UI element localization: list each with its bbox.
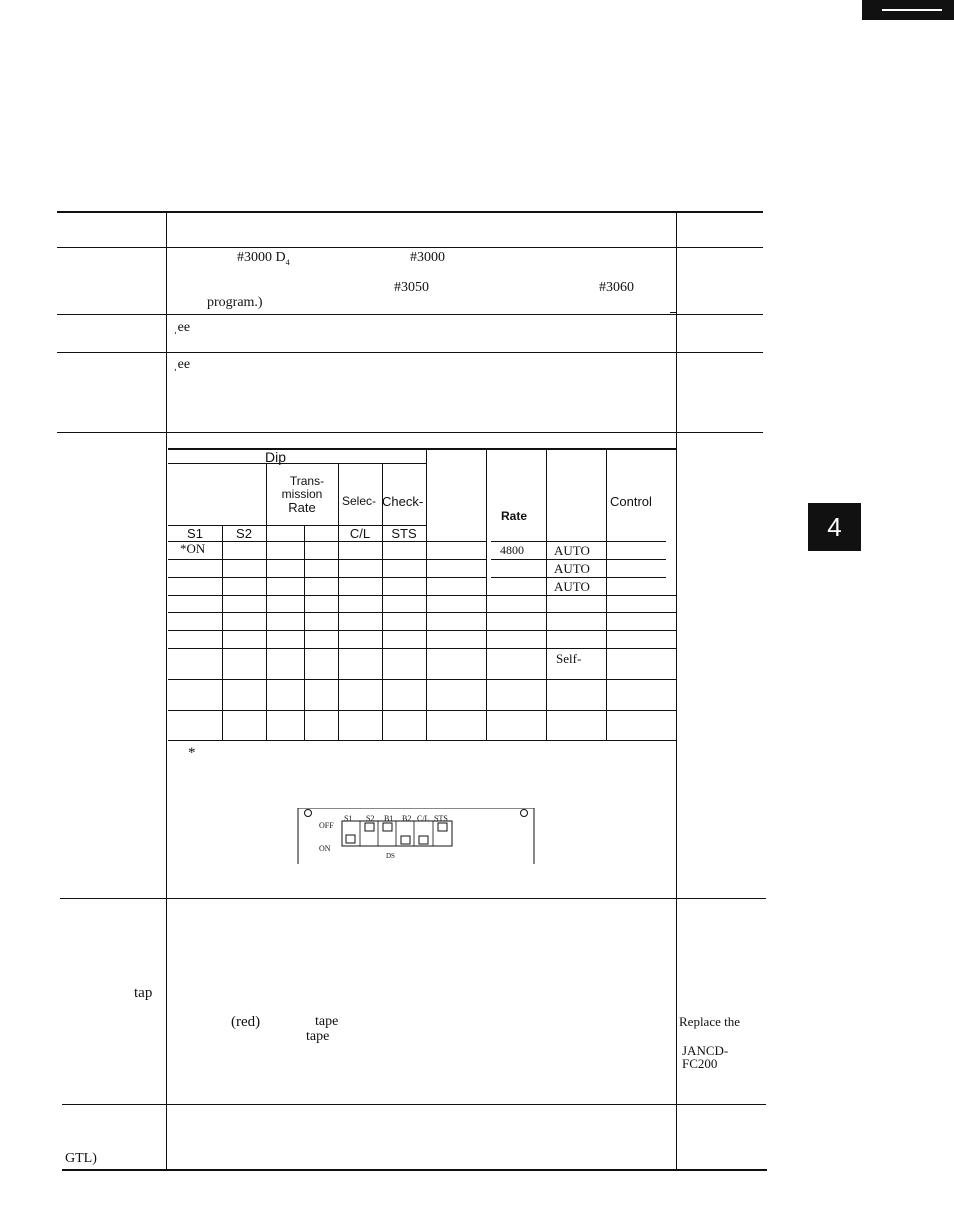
row-divider-3 — [57, 352, 763, 353]
dip-row-line-1 — [168, 559, 427, 560]
param-3050: #3050 — [394, 280, 429, 295]
dip-row-line-2b — [427, 577, 487, 578]
board-on-label: ON — [319, 844, 331, 853]
dip-row-line-3 — [168, 595, 676, 596]
cell-self: Self- — [556, 651, 582, 666]
tape-label: tap — [134, 985, 153, 1001]
dip-row-line-2c — [491, 577, 666, 578]
cell-auto-3: AUTO — [554, 579, 590, 594]
header-trans-3: Rate — [288, 500, 316, 515]
board-label-ds: DS — [386, 852, 395, 860]
row-divider-4 — [57, 432, 763, 433]
row-divider-1 — [57, 247, 763, 248]
switch-label-s2: S2 — [236, 526, 252, 541]
dip-table-top — [168, 448, 676, 450]
column-divider-left — [166, 211, 167, 1170]
replace-text: Replace the — [679, 1014, 740, 1029]
switch-label-s1: S1 — [187, 526, 203, 541]
cell-s1-on: *ON — [180, 541, 206, 556]
param-3000d-text: #3000 D — [237, 250, 286, 265]
dip-switch-board-diagram — [297, 808, 535, 864]
dip-row-line-1b — [427, 559, 487, 560]
cell-auto-2: AUTO — [554, 561, 590, 576]
dip-col-line-rate — [486, 448, 487, 740]
see-text-2: ˌee — [173, 357, 191, 372]
see-text-1: ˌee — [173, 320, 191, 335]
param-3000d — [237, 250, 290, 267]
dip-row-line-6 — [168, 648, 676, 649]
dip-row-line-1c — [491, 559, 666, 560]
dip-col-line-selec — [338, 463, 339, 740]
switch-label-sts: STS — [391, 526, 417, 541]
header-control: Control — [610, 494, 652, 509]
switch-b2-knob — [401, 836, 410, 844]
dip-row-line-2 — [168, 577, 427, 578]
header-trans-2: mission — [281, 487, 323, 501]
dip-col-line-trans — [266, 463, 267, 740]
tape-label-2: tape — [315, 1014, 339, 1029]
footnote-star: * — [188, 745, 196, 761]
gtl-label: GTL) — [65, 1151, 97, 1166]
param-subscript: 4 — [285, 257, 290, 267]
board-label-b2: B2 — [402, 814, 412, 823]
board-label-s1: S1 — [344, 814, 353, 823]
table-top-border — [57, 211, 763, 213]
dip-table-bottom — [168, 740, 676, 741]
dip-row-line-5 — [168, 630, 676, 631]
dip-body-top-right — [491, 541, 666, 542]
table-bottom-border — [62, 1169, 767, 1171]
dip-row-line-7 — [168, 679, 676, 680]
dip-row-line-8 — [168, 710, 676, 711]
dip-body-top — [168, 541, 427, 542]
row-divider-2 — [57, 314, 763, 315]
param-3060: #3060 — [599, 280, 634, 295]
board-label-sts: STS — [434, 814, 448, 823]
cell-rate-4800: 4800 — [500, 543, 524, 557]
switch-s2-knob — [365, 823, 374, 831]
switch-bank — [342, 821, 452, 846]
corner-mark-line — [882, 9, 942, 11]
dip-col-line-control — [606, 448, 607, 740]
dip-header-line — [168, 463, 427, 464]
dip-col-line-s2 — [222, 525, 223, 740]
header-check: Check- — [382, 494, 424, 509]
dip-body-top-mid — [427, 541, 487, 542]
switch-cl-knob — [419, 836, 428, 844]
part-number-1: JANCD- — [682, 1043, 729, 1058]
header-selec: Selec- — [342, 494, 377, 508]
board-label-b1: B1 — [384, 814, 394, 823]
param-3000: #3000 — [410, 250, 445, 265]
program-text: program.) — [207, 295, 263, 310]
column-divider-right — [676, 211, 677, 1170]
dip-col-line-mode — [546, 448, 547, 740]
part-number-2: FC200 — [682, 1056, 718, 1071]
switch-b1-knob — [383, 823, 392, 831]
header-dip: Dip — [265, 449, 287, 465]
board-off-label: OFF — [319, 821, 334, 830]
header-trans-1: Trans- — [289, 474, 325, 488]
switch-s1-knob — [346, 835, 355, 843]
mount-hole-right — [521, 810, 528, 817]
tape-label-3: tape — [306, 1029, 330, 1044]
row-divider-6 — [62, 1104, 766, 1105]
cell-auto-1: AUTO — [554, 543, 590, 558]
dash-mark — [670, 312, 676, 313]
board-label-s2: S2 — [366, 814, 375, 823]
red-label: (red) — [231, 1014, 261, 1030]
switch-sts-knob — [438, 823, 447, 831]
section-tab: 4 — [808, 503, 861, 551]
dip-row-line-4 — [168, 612, 676, 613]
switch-label-cl: C/L — [349, 526, 371, 541]
board-label-cl: C/L — [417, 814, 430, 823]
dip-col-line-trans-mid — [304, 525, 305, 740]
dip-col-line-main — [426, 448, 427, 740]
header-rate: Rate — [501, 509, 528, 523]
mount-hole-left — [305, 810, 312, 817]
